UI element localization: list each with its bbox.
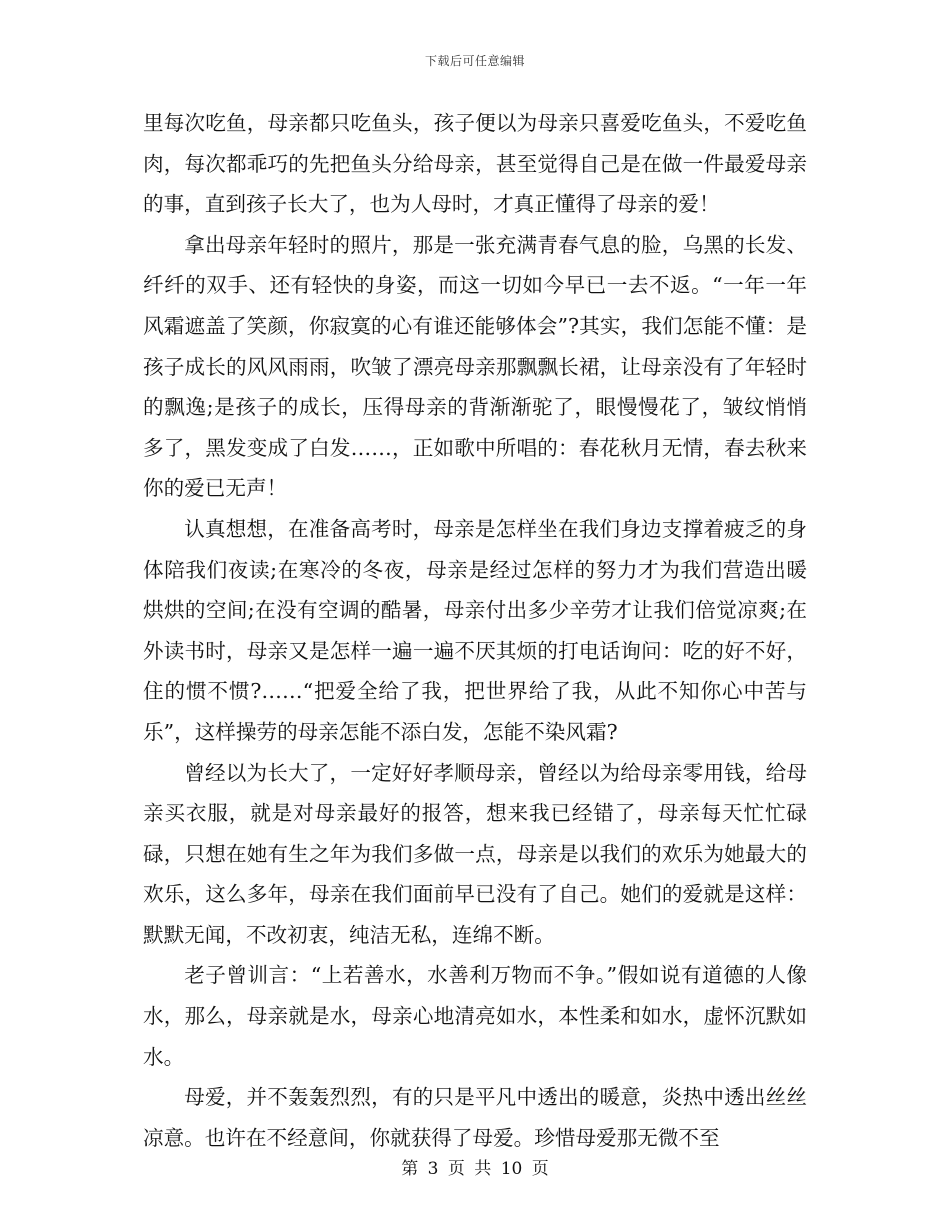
document-body [143,103,807,1158]
paragraph: 认真想想，在准备高考时，母亲是怎样坐在我们身边支撑着疲乏的身体陪我们夜读;在寒冷的冬夜，母亲是经过怎样的努力才为我们营造出暖烘烘的空间;在没有空调的酷暑，母亲付出多少辛劳才让我们倍觉凉爽;在外读书时，母亲又是怎样一遍一遍不厌其烦的打电话询问：吃的好不好，住的惯不惯?……“把爱全给了我，把世界给了我，从此不知你心中苦与乐”，这样操劳的母亲怎能不添白发，怎能不染风霜? [143,516,807,744]
paragraph-continued: 里每次吃鱼，母亲都只吃鱼头，孩子便以为母亲只喜爱吃鱼头，不爱吃鱼肉，每次都乖巧的先把鱼头分给母亲，甚至觉得自己是在做一件最爱母亲的事，直到孩子长大了，也为人母时，才真正懂得了母亲的爱！ [143,111,807,217]
paragraph: 曾经以为长大了，一定好好孝顺母亲，曾经以为给母亲零用钱，给母亲买衣服，就是对母亲最好的报答，想来我已经错了，母亲每天忙忙碌碌，只想在她有生之年为我们多做一点，母亲是以我们的欢乐为她最大的欢乐，这么多年，母亲在我们面前早已没有了自己。她们的爱就是这样：默默无闻，不改初衷，纯洁无私，连绵不断。 [143,760,807,947]
page-header: 下载后可任意编辑 [424,54,525,68]
paragraph: 老子曾训言：“上若善水，水善利万物而不争。”假如说有道德的人像水，那么，母亲就是水，母亲心地清亮如水，本性柔和如水，虚怀沉默如水。 [143,963,807,1069]
paragraph: 母爱，并不轰轰烈烈，有的只是平凡中透出的暖意，炎热中透出丝丝凉意。也许在不经意间，你就获得了母爱。珍惜母爱那无微不至 [143,1085,807,1150]
paragraph: 拿出母亲年轻时的照片，那是一张充满青春气息的脸，乌黑的长发、纤纤的双手、还有轻快的身姿，而这一切如今早已一去不返。“一年一年风霜遮盖了笑颜，你寂寞的心有谁还能够体会”?其实，我们怎能不懂：是孩子成长的风风雨雨，吹皱了漂亮母亲那飘飘长裙，让母亲没有了年轻时的飘逸;是孩子的成长，压得母亲的背渐渐驼了，眼慢慢花了，皱纹悄悄多了，黑发变成了白发……，正如歌中所唱的：春花秋月无情，春去秋来你的爱已无声！ [143,232,807,501]
page-number-footer: 第 3 页 共 10 页 [401,1159,549,1179]
